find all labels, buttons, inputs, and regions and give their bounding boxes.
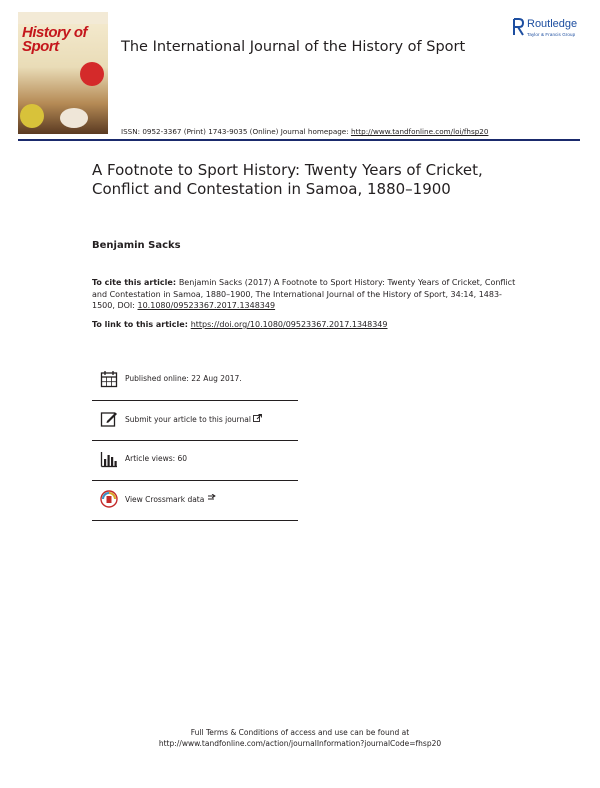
citation-text: Benjamin Sacks (2017) A Footnote to Sport History: Twenty Years of Cricket, Conflict and Contestation in Samoa, 1880–1900, The International Journal of the History of Sport, 34:14, 1483-1500, DOI: bbox=[92, 278, 516, 310]
submit-article-text: Submit your article to this journal bbox=[125, 415, 251, 424]
crossmark-text: View Crossmark data bbox=[125, 495, 205, 504]
cover-ball-illustration bbox=[20, 104, 44, 128]
issn-line bbox=[121, 127, 488, 136]
article-link-line bbox=[92, 320, 388, 329]
article-link-label: To link to this article: bbox=[92, 320, 191, 329]
views-row bbox=[92, 440, 298, 481]
crossmark-row[interactable] bbox=[92, 480, 298, 521]
bar-chart-icon bbox=[100, 450, 118, 468]
footer-line-1: Full Terms & Conditions of access and use can be found at bbox=[190, 728, 410, 737]
citation-label: To cite this article: bbox=[92, 278, 179, 287]
footer-terms bbox=[0, 727, 600, 749]
cover-title-line1: History of bbox=[22, 24, 88, 41]
journal-homepage-link[interactable]: http://www.tandfonline.com/loi/fhsp20 bbox=[350, 127, 489, 136]
crossmark-link[interactable] bbox=[125, 494, 216, 504]
citation-block bbox=[92, 277, 522, 312]
issn-text: ISSN: 0952-3367 (Print) 1743-9035 (Online) Journal homepage: bbox=[121, 127, 351, 136]
footer-terms-link[interactable]: http://www.tandfonline.com/action/journalInformation?journalCode=fhsp20 bbox=[158, 739, 442, 748]
calendar-icon bbox=[100, 370, 118, 388]
submit-row[interactable] bbox=[92, 400, 298, 441]
submit-article-link[interactable] bbox=[125, 414, 262, 424]
article-author: Benjamin Sacks bbox=[92, 240, 181, 251]
publisher-name: Routledge bbox=[527, 18, 578, 30]
article-title: A Footnote to Sport History: Twenty Years of Cricket, Conflict and Contestation in Samoa, 1880–1900 bbox=[92, 161, 483, 198]
article-views: Article views: 60 bbox=[125, 454, 188, 463]
cover-ball-illustration bbox=[60, 108, 88, 128]
cover-top-band bbox=[18, 12, 108, 24]
header-divider bbox=[18, 139, 580, 141]
publisher-logo bbox=[512, 18, 586, 42]
cover-title-line2: Sport bbox=[22, 38, 59, 55]
cover-title bbox=[22, 26, 106, 54]
publisher-tagline: Taylor & Francis Group bbox=[527, 32, 576, 37]
citation-doi-link[interactable]: 10.1080/09523367.2017.1348349 bbox=[137, 301, 276, 310]
article-doi-link[interactable]: https://doi.org/10.1080/09523367.2017.1348349 bbox=[190, 320, 388, 329]
edit-icon bbox=[100, 410, 118, 428]
crossmark-icon bbox=[100, 490, 118, 508]
published-date: Published online: 22 Aug 2017. bbox=[125, 374, 242, 383]
journal-title: The International Journal of the History of Sport bbox=[121, 39, 466, 55]
cover-badge bbox=[80, 62, 104, 86]
routledge-logo-icon bbox=[512, 18, 524, 36]
external-link-icon bbox=[253, 414, 262, 423]
published-row bbox=[92, 360, 298, 401]
external-link-icon bbox=[207, 494, 216, 503]
journal-cover-image bbox=[18, 12, 108, 134]
